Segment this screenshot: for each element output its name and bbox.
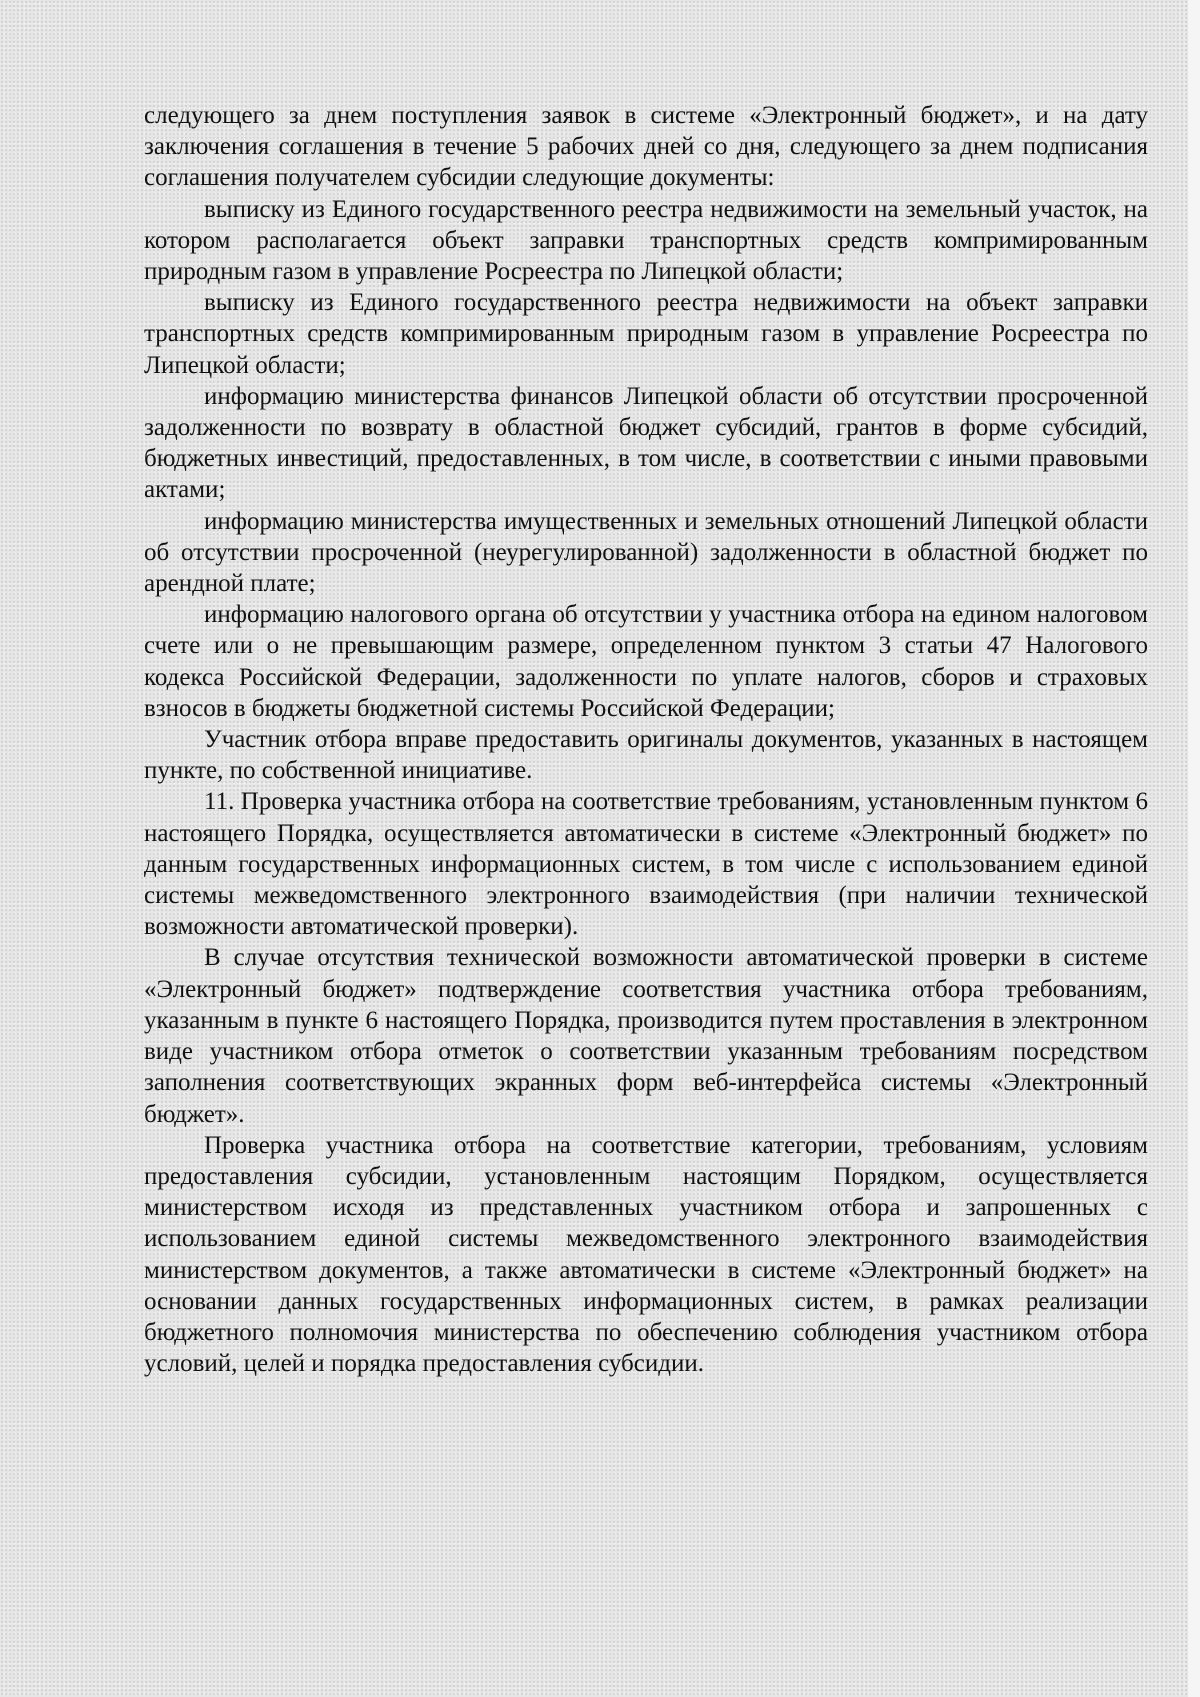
paragraph-property-ministry-info: информацию министерства имущественных и земельных отношений Липецкой области об отсутствии просроченной (неурегулированной) задолженности в областной бюджет по арендной плате; xyxy=(144,507,1148,598)
paragraph-ministry-check: Проверка участника отбора на соответствие категории, требованиям, условиям предоставления субсидии, установленным настоящим Порядком, осуществляется министерством исходя из представленных участником отбора и запрошенных с использованием единой системы межведомственного электронного взаимодействия министерством документов, а также автоматически в системе «Электронный бюджет» на основании данных государственных информационных систем, в рамках реализации бюджетного полномочия министерства по обеспечению соблюдения участником отбора условий, целей и порядка предоставления субсидии. xyxy=(144,1131,1148,1378)
scan-edge xyxy=(1188,0,1200,1697)
paragraph-no-technical-possibility: В случае отсутствия технической возможности автоматической проверки в системе «Электронный бюджет» подтверждение соответствия участника отбора требованиям, указанным в пункте 6 настоящего Порядка, производится путем проставления в электронном виде участником отбора отметок о соответствии указанным требованиям посредством заполнения соответствующих экранных форм веб-интерфейса системы «Электронный бюджет». xyxy=(144,944,1148,1128)
paragraph-station-extract: выписку из Единого государственного реестра недвижимости на объект заправки транспортных средств компримированным природным газом в управление Росреестра по Липецкой области; xyxy=(144,289,1148,379)
paragraph-originals-right: Участник отбора вправе предоставить оригиналы документов, указанных в настоящем пункте, по собственной инициативе. xyxy=(144,726,1148,785)
paragraph-finance-ministry-info: информацию министерства финансов Липецкой области об отсутствии просроченной задолженности по возврату в областной бюджет субсидий, грантов в форме субсидий, бюджетных инвестиций, предоставленных, в том числе, в соответствии с иными правовыми актами; xyxy=(144,382,1148,504)
paragraph-item-11: 11. Проверка участника отбора на соответствие требованиям, установленным пунктом 6 настоящего Порядка, осуществляется автоматически в системе «Электронный бюджет» по данным государственных информационных систем, в том числе с использованием единой системы межведомственного электронного взаимодействия (при наличии технической возможности автоматической проверки). xyxy=(144,788,1148,941)
paragraph-continuation: следующего за днем поступления заявок в системе «Электронный бюджет», и на дату заключения соглашения в течение 5 рабочих дней со дня, следующего за днем подписания соглашения получателем субсидии следующие документы: xyxy=(144,102,1148,192)
paragraph-land-plot-extract: выписку из Единого государственного реестра недвижимости на земельный участок, на котором располагается объект заправки транспортных средств компримированным природным газом в управление Росреестра по Липецкой области; xyxy=(144,195,1148,286)
paragraph-tax-authority-info: информацию налогового органа об отсутствии у участника отбора на едином налоговом счете или о не превышающим размере, определенном пунктом 3 статьи 47 Налогового кодекса Российской Федерации, задолженности по уплате налогов, сборов и страховых взносов в бюджеты бюджетной системы Российской Федерации; xyxy=(144,601,1148,722)
document-body xyxy=(144,100,1148,1379)
